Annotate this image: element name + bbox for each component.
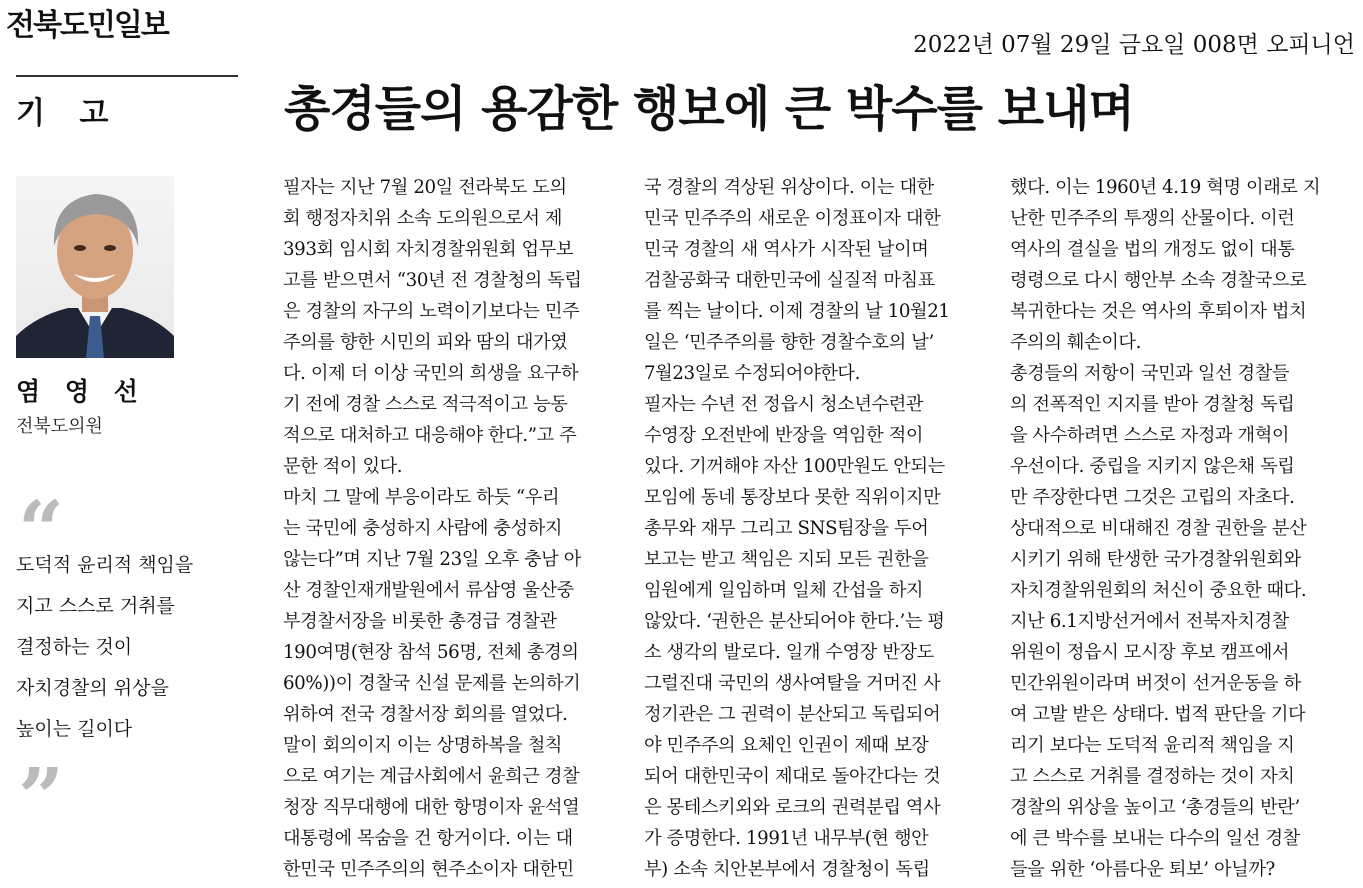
text-line: 의 전폭적인 지지를 받아 경찰청 독립 [1010,394,1295,415]
text-line: 은 경찰의 자구의 노력이기보다는 민주 [283,301,580,322]
text-line: 다. 이제 더 이상 국민의 희생을 요구하 [283,363,579,384]
text-line: 주의를 향한 시민의 피와 땀의 대가였 [283,332,568,353]
text-line: 민간위원이라며 버젓이 선거운동을 하 [1010,673,1301,694]
pull-quote-line: 높이는 길이다 [16,718,133,740]
text-line: 시키기 위해 탄생한 국가경찰위원회와 [1010,549,1301,570]
text-line: 모임에 동네 통장보다 못한 직위이지만 [644,487,941,508]
author-photo [16,176,174,358]
text-line: 청장 직무대행에 대한 항명이자 윤석열 [283,797,580,818]
pull-quote [16,545,276,750]
issue-dateline: 2022년 07월 29일 금요일 008면 오피니언 [913,32,1355,58]
text-line: 한민국 민주주의의 현주소이자 대한민 [283,859,574,880]
text-line: 부) 소속 치안본부에서 경찰청이 독립 [644,859,930,880]
text-line: 가 증명한다. 1991년 내무부(현 행안 [644,828,929,849]
text-line: 총경들의 저항이 국민과 일선 경찰들 [1010,363,1290,384]
section-label: 기 고 [16,96,121,131]
author-name: 염 영 선 [16,377,146,406]
text-line: 있다. 기꺼해야 자산 100만원도 안되는 [644,456,945,477]
newspaper-masthead: 전북도민일보 [6,8,168,43]
text-line: 총무와 재무 그리고 SNS팀장을 두어 [644,518,929,539]
text-line: 경찰의 위상을 높이고 ‘총경들의 반란’ [1010,797,1300,818]
text-line: 야 민주주의 요체인 인권이 제때 보장 [644,735,929,756]
text-line: 수영장 오전반에 반장을 역임한 적이 [644,425,924,446]
text-line: 주의의 훼손이다. [1010,332,1141,353]
text-line: 고를 받으면서 “30년 전 경찰청의 독립 [283,270,582,291]
text-line: 상대적으로 비대해진 경찰 권한을 분산 [1010,518,1307,539]
text-line: 검찰공화국 대한민국에 실질적 마침표 [644,270,935,291]
text-line: 여 고발 받은 상태다. 법적 판단을 기다 [1010,704,1306,725]
text-line: 7월23일로 수정되어야한다. [644,363,860,384]
text-line: 했다. 이는 1960년 4.19 혁명 이래로 지 [1010,177,1321,198]
text-line: 일은 ‘민주주의를 향한 경찰수호의 날’ [644,332,934,353]
text-line: 부경찰서장을 비롯한 총경급 경찰관 [283,611,557,632]
pull-quote-line: 자치경찰의 위상을 [16,677,169,699]
text-line: 리기 보다는 도덕적 윤리적 책임을 지 [1010,735,1295,756]
text-line: 그럴진대 국민의 생사여탈을 거머진 사 [644,673,941,694]
text-line: 소 생각의 발로다. 일개 수영장 반장도 [644,642,934,663]
text-line: 산 경찰인재개발원에서 류삼영 울산중 [283,580,574,601]
pull-quote-line: 지고 스스로 거취를 [16,595,175,617]
text-line: 우선이다. 중립을 지키지 않은채 독립 [1010,456,1295,477]
text-line: 고 스스로 거취를 결정하는 것이 자치 [1010,766,1295,787]
text-line: 대통령에 목숨을 건 항거이다. 이는 대 [283,828,573,849]
text-line: 필자는 수년 전 정읍시 청소년수련관 [644,394,924,415]
text-line: 않았다. ‘권한은 분산되어야 한다.’는 평 [644,611,945,632]
text-line: 않는다”며 지난 7월 23일 오후 충남 아 [283,549,581,570]
text-line: 190여명(현장 참석 56명, 전체 총경의 [283,642,579,663]
text-line: 적으로 대처하고 대응해야 한다.”고 주 [283,425,577,446]
text-line: 393회 임시회 자치경찰위원회 업무보 [283,239,574,260]
text-line: 으로 여기는 계급사회에서 윤희근 경찰 [283,766,580,787]
text-line: 들을 위한 ‘아름다운 퇴보’ 아닐까? [1010,859,1275,880]
text-line: 위원이 정읍시 모시장 후보 캠프에서 [1010,642,1290,663]
text-line: 60%))이 경찰국 신설 문제를 논의하기 [283,673,581,694]
text-line: 복귀한다는 것은 역사의 후퇴이자 법치 [1010,301,1307,322]
close-quote-icon: ” [18,750,65,844]
text-line: 임원에게 일임하며 일체 간섭을 하지 [644,580,924,601]
text-line: 위하여 전국 경찰서장 회의를 열었다. [283,704,568,725]
text-line: 되어 대한민국이 제대로 돌아간다는 것 [644,766,941,787]
text-line: 만 주장한다면 그것은 고립의 자초다. [1010,487,1295,508]
text-line: 마치 그 말에 부응이라도 하듯 “우리 [283,487,560,508]
section-rule [16,75,238,77]
text-line: 난한 민주주의 투쟁의 산물이다. 이런 [1010,208,1295,229]
text-line: 에 큰 박수를 보내는 다수의 일선 경찰 [1010,828,1300,849]
text-line: 기 전에 경찰 스스로 적극적이고 능동 [283,394,568,415]
text-line: 지난 6.1지방선거에서 전북자치경찰 [1010,611,1289,632]
text-line: 는 국민에 충성하지 사람에 충성하지 [283,518,563,539]
article-column-2 [644,172,982,885]
text-line: 역사의 결실을 법의 개정도 없이 대통 [1010,239,1295,260]
text-line: 필자는 지난 7월 20일 전라북도 도의 [283,177,567,198]
article-column-1 [283,172,621,885]
article-column-3 [1010,172,1348,885]
text-line: 을 사수하려면 스스로 자정과 개혁이 [1010,425,1290,446]
open-quote-icon: “ [18,483,65,577]
author-role: 전북도의원 [16,416,103,437]
pull-quote-line: 결정하는 것이 [16,636,133,658]
text-line: 국 경찰의 격상된 위상이다. 이는 대한 [644,177,934,198]
article-headline: 총경들의 용감한 행보에 큰 박수를 보내며 [284,81,1134,137]
pull-quote-line: 도덕적 윤리적 책임을 [16,554,194,576]
text-line: 민국 경찰의 새 역사가 시작된 날이며 [644,239,929,260]
text-line: 자치경찰위원회의 처신이 중요한 때다. [1010,580,1307,601]
text-line: 말이 회의이지 이는 상명하복을 철칙 [283,735,563,756]
text-line: 민국 민주주의 새로운 이정표이자 대한 [644,208,941,229]
text-line: 회 행정자치위 소속 도의원으로서 제 [283,208,563,229]
text-line: 은 몽테스키외와 로크의 권력분립 역사 [644,797,941,818]
text-line: 령령으로 다시 행안부 소속 경찰국으로 [1010,270,1307,291]
author-portrait-image [16,176,174,358]
text-line: 를 찍는 날이다. 이제 경찰의 날 10월21 [644,301,950,322]
text-line: 정기관은 그 권력이 분산되고 독립되어 [644,704,941,725]
text-line: 문한 적이 있다. [283,456,403,477]
text-line: 보고는 받고 책임은 지되 모든 권한을 [644,549,929,570]
